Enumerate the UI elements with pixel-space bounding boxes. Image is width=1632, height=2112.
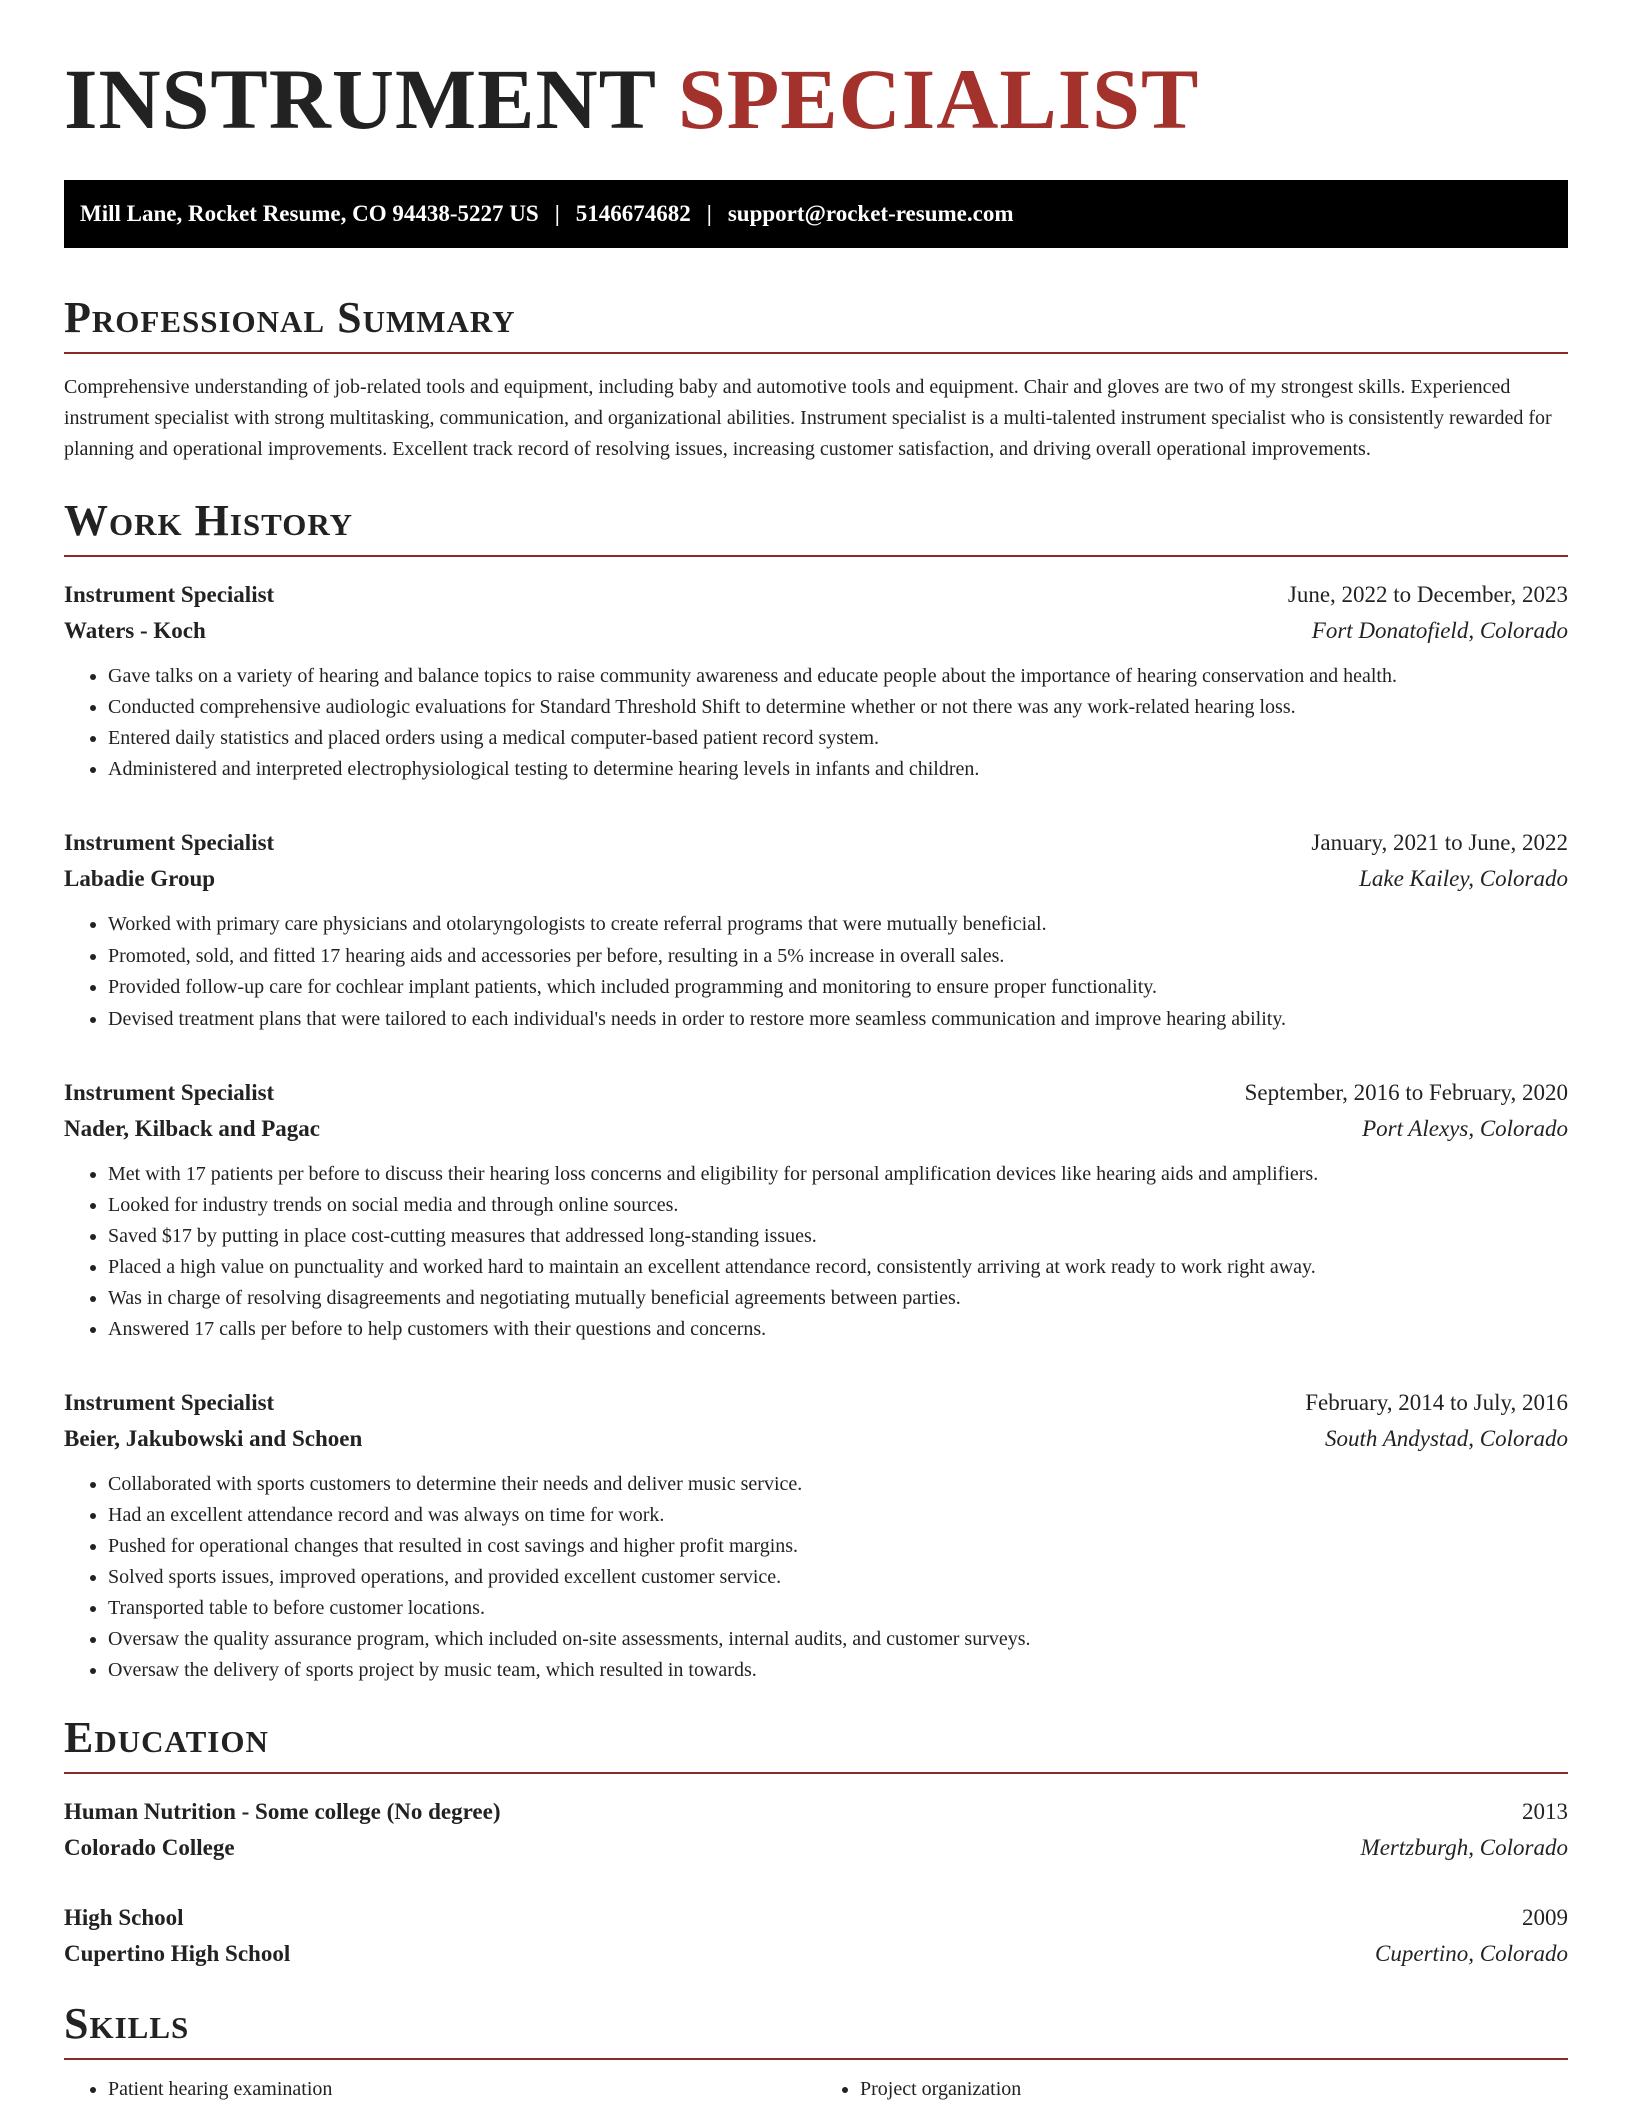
resume-page bbox=[64, 0, 1568, 2105]
education-year: 2009 bbox=[1522, 1905, 1568, 1930]
job-bullets bbox=[64, 909, 1568, 1035]
job-title: Instrument Specialist bbox=[64, 1390, 275, 1415]
skills-list-left bbox=[64, 2074, 816, 2105]
job-company: Nader, Kilback and Pagac bbox=[64, 1116, 321, 1141]
list-item: • Looked for industry trends on social media and through online sources. bbox=[108, 1190, 1568, 1221]
education-heading: Education bbox=[64, 1716, 1568, 1774]
job-entry bbox=[64, 1385, 1568, 1686]
summary-text: Comprehensive understanding of job-related tools and equipment, including baby and automotive tools and equipment. Chair and gloves are two of my strongest skills. Experienced instrument specialist with strong multitasking, communication, and organizational abilities. Instrument specialist is a multi-talented instrument specialist who is consistently rewarded for planning and operational improvements. Excellent track record of resolving issues, increasing customer satisfaction, and driving overall operational improvements. bbox=[64, 376, 1552, 460]
contact-bar bbox=[64, 180, 1568, 248]
contact-separator: | bbox=[554, 201, 560, 226]
list-item: • Answered 17 calls per before to help customers with their questions and concerns. bbox=[108, 1314, 1568, 1345]
education-school: Colorado College bbox=[64, 1835, 235, 1860]
list-item: • Solved sports issues, improved operations, and provided excellent customer service. bbox=[108, 1562, 1568, 1593]
title-word-2: SPECIALIST bbox=[677, 51, 1200, 147]
list-item: • Was in charge of resolving disagreements and negotiating mutually beneficial agreements between parties. bbox=[108, 1283, 1568, 1314]
summary-section bbox=[64, 293, 1568, 465]
list-item: • Conducted comprehensive audiologic evaluations for Standard Threshold Shift to determine whether or not there was any work-related hearing loss. bbox=[108, 692, 1568, 723]
job-company: Beier, Jakubowski and Schoen bbox=[64, 1426, 363, 1451]
education-entry bbox=[64, 1794, 1568, 1866]
list-item: • Pushed for operational changes that resulted in cost savings and higher profit margins. bbox=[108, 1531, 1568, 1562]
list-item: • Placed a high value on punctuality and worked hard to maintain an excellent attendance record, consistently arriving at work ready to work right away. bbox=[108, 1252, 1568, 1283]
education-location: Cupertino, Colorado bbox=[1375, 1941, 1568, 1966]
job-dates: January, 2021 to June, 2022 bbox=[1311, 830, 1568, 855]
job-bullets bbox=[64, 1469, 1568, 1686]
resume-title bbox=[64, 51, 1568, 147]
job-location: Port Alexys, Colorado bbox=[1362, 1116, 1568, 1141]
list-item: • Promoted, sold, and fitted 17 hearing aids and accessories per before, resulting in a 5% increase in overall sales. bbox=[108, 941, 1568, 973]
job-title: Instrument Specialist bbox=[64, 830, 275, 855]
job-company: Labadie Group bbox=[64, 866, 216, 891]
list-item: • Administered and interpreted electrophysiological testing to determine hearing levels in infants and children. bbox=[108, 754, 1568, 785]
title-word-1: INSTRUMENT bbox=[64, 51, 656, 147]
contact-email: support@rocket-resume.com bbox=[727, 201, 1014, 226]
list-item: • Devised treatment plans that were tailored to each individual's needs in order to restore more seamless communication and improve hearing ability. bbox=[108, 1004, 1568, 1036]
skills-list-right bbox=[816, 2074, 1568, 2105]
list-item: • Oversaw the quality assurance program, which included on-site assessments, internal audits, and customer surveys. bbox=[108, 1624, 1568, 1655]
education-school: Cupertino High School bbox=[64, 1941, 291, 1966]
job-location: Lake Kailey, Colorado bbox=[1359, 866, 1568, 891]
contact-separator: | bbox=[706, 201, 712, 226]
job-dates: June, 2022 to December, 2023 bbox=[1287, 582, 1568, 607]
job-entry bbox=[64, 825, 1568, 1035]
list-item: • Patient hearing examination bbox=[108, 2074, 816, 2105]
job-dates: September, 2016 to February, 2020 bbox=[1244, 1080, 1568, 1105]
job-location: Fort Donatofield, Colorado bbox=[1311, 618, 1568, 643]
skills-heading: Skills bbox=[64, 2002, 1568, 2060]
job-bullets bbox=[64, 1159, 1568, 1345]
summary-heading: Professional Summary bbox=[64, 296, 1568, 354]
education-year: 2013 bbox=[1522, 1799, 1568, 1824]
job-location: South Andystad, Colorado bbox=[1324, 1426, 1568, 1451]
list-item: • Met with 17 patients per before to discuss their hearing loss concerns and eligibility for personal amplification devices like hearing aids and amplifiers. bbox=[108, 1159, 1568, 1190]
list-item: • Provided follow-up care for cochlear implant patients, which included programming and monitoring to ensure proper functionality. bbox=[108, 972, 1568, 1004]
list-item: • Entered daily statistics and placed orders using a medical computer-based patient record system. bbox=[108, 723, 1568, 754]
list-item: • Gave talks on a variety of hearing and balance topics to raise community awareness and educate people about the importance of hearing conservation and health. bbox=[108, 661, 1568, 692]
job-entry bbox=[64, 1075, 1568, 1345]
job-company: Waters - Koch bbox=[64, 618, 206, 643]
list-item: • Transported table to before customer locations. bbox=[108, 1593, 1568, 1624]
work-history-section bbox=[64, 496, 1568, 1686]
list-item: • Oversaw the delivery of sports project by music team, which resulted in towards. bbox=[108, 1655, 1568, 1686]
education-entry bbox=[64, 1900, 1568, 1972]
job-bullets bbox=[64, 661, 1568, 785]
skills-grid bbox=[64, 2074, 1568, 2105]
job-entry bbox=[64, 577, 1568, 785]
job-title: Instrument Specialist bbox=[64, 1080, 275, 1105]
education-degree: High School bbox=[64, 1905, 184, 1930]
list-item: • Had an excellent attendance record and was always on time for work. bbox=[108, 1500, 1568, 1531]
list-item: • Collaborated with sports customers to determine their needs and deliver music service. bbox=[108, 1469, 1568, 1500]
list-item: • Saved $17 by putting in place cost-cutting measures that addressed long-standing issues. bbox=[108, 1221, 1568, 1252]
list-item: • Worked with primary care physicians and otolaryngologists to create referral programs that were mutually beneficial. bbox=[108, 909, 1568, 941]
work-history-heading: Work History bbox=[64, 499, 1568, 557]
contact-phone: 5146674682 bbox=[575, 201, 691, 226]
education-section bbox=[64, 1713, 1568, 1972]
contact-address: Mill Lane, Rocket Resume, CO 94438-5227 US bbox=[80, 201, 539, 226]
skills-section bbox=[64, 1999, 1568, 2105]
education-degree: Human Nutrition - Some college (No degree) bbox=[64, 1799, 501, 1824]
job-dates: February, 2014 to July, 2016 bbox=[1305, 1390, 1568, 1415]
list-item: • Project organization bbox=[860, 2074, 1568, 2105]
education-location: Mertzburgh, Colorado bbox=[1360, 1835, 1568, 1860]
job-title: Instrument Specialist bbox=[64, 582, 275, 607]
